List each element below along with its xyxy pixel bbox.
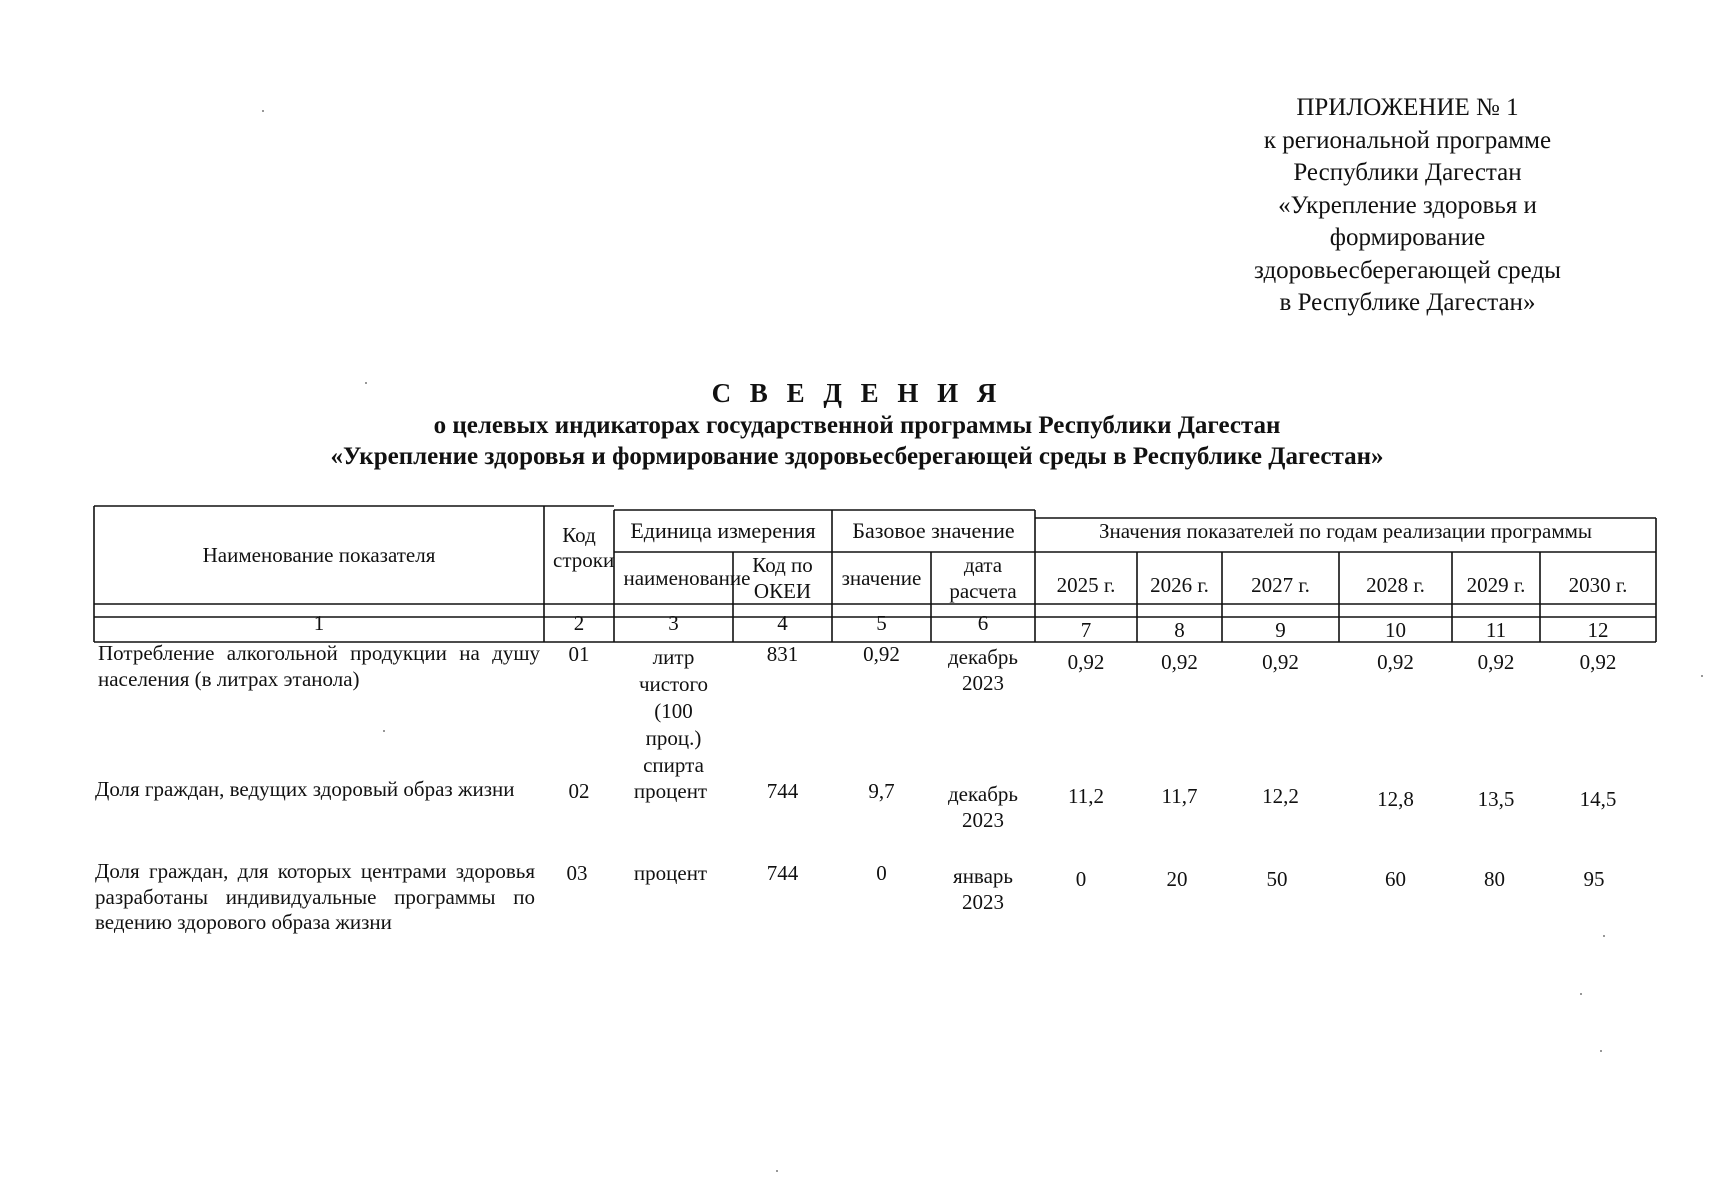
row-code: 03 (566, 861, 588, 885)
column-number: 7 (1080, 617, 1092, 642)
header-unit-okei (733, 552, 832, 604)
appendix-line: здоровьесберегающей среды (1254, 256, 1561, 284)
row-base-date-text: декабрь 2023 (948, 782, 1018, 832)
scan-speck (262, 110, 264, 112)
row-value-2027: 12,2 (1262, 784, 1299, 808)
header-year-2028: 2028 г. (1366, 572, 1425, 597)
row-unit (614, 644, 733, 779)
row-base-date (931, 781, 1035, 833)
document-title: С В Е Д Е Н И Я (711, 378, 1003, 408)
header-year-2030: 2030 г. (1568, 572, 1628, 597)
scan-speck (1603, 935, 1605, 937)
row-value-2028: 12,8 (1377, 787, 1414, 811)
column-number: 6 (977, 611, 989, 635)
scan-speck (1701, 675, 1703, 677)
column-number: 11 (1485, 617, 1507, 642)
header-unit-okei-text: Код по ОКЕИ (752, 553, 813, 603)
column-number: 8 (1174, 617, 1185, 642)
column-number: 9 (1275, 617, 1286, 642)
row-value-2029: 80 (1484, 867, 1505, 891)
row-value-2029: 0,92 (1477, 650, 1515, 674)
scan-speck (383, 730, 385, 732)
row-base-date (931, 644, 1035, 696)
row-code: 02 (568, 779, 590, 803)
header-year-2029: 2029 г. (1466, 572, 1526, 597)
row-value-2026: 11,7 (1161, 784, 1198, 808)
row-okei: 831 (766, 642, 799, 666)
row-okei: 744 (766, 861, 799, 885)
row-value-2029: 13,5 (1477, 787, 1515, 811)
header-year-2027: 2027 г. (1251, 572, 1310, 597)
appendix-line: в Республике Дагестан» (1279, 289, 1536, 316)
row-base-value: 0 (876, 861, 887, 885)
document-subtitle-line-1: о целевых индикаторах государственной программы Республики Дагестан (433, 412, 1281, 439)
row-base-date-text: декабрь 2023 (948, 645, 1018, 695)
column-number: 10 (1385, 617, 1406, 642)
row-value-2028: 0,92 (1377, 650, 1414, 674)
row-value-2030: 14,5 (1579, 787, 1617, 811)
header-base-group: Базовое значение (852, 518, 1015, 543)
header-unit-name (614, 552, 751, 604)
column-number: 5 (876, 611, 887, 635)
row-indicator-name: Доля граждан, ведущих здоровый образ жизни (95, 777, 515, 801)
appendix-line: к региональной программе (1263, 126, 1552, 154)
row-unit: процент (633, 779, 708, 803)
scan-speck (1580, 993, 1582, 995)
appendix-line: Республики Дагестан (1293, 159, 1522, 186)
row-base-date-text: январь 2023 (953, 864, 1013, 914)
column-number: 3 (668, 611, 679, 635)
appendix-title: ПРИЛОЖЕНИЕ № 1 (1296, 94, 1519, 121)
row-value-2026: 20 (1166, 867, 1188, 891)
row-value-2028: 60 (1385, 867, 1406, 891)
scan-speck (776, 1170, 778, 1172)
row-indicator-name: Потребление алкогольной продукции на душу населения (в литрах этанола) (98, 641, 540, 691)
header-code-text: Код строки (553, 523, 615, 572)
column-number: 4 (777, 611, 788, 635)
header-base-date (931, 552, 1035, 604)
header-year-2025: 2025 г. (1056, 572, 1116, 597)
header-base-value: значение (841, 566, 922, 590)
row-base-value: 9,7 (868, 779, 895, 803)
header-year-2026: 2026 г. (1150, 572, 1209, 597)
header-years-group: Значения показателей по годам реализации программы (1098, 519, 1593, 543)
header-name: Наименование показателя (202, 543, 436, 567)
appendix-header (1195, 92, 1620, 320)
column-number: 12 (1587, 617, 1609, 642)
appendix-line: формирование (1329, 224, 1486, 251)
header-base-date-text: дата расчета (949, 553, 1017, 603)
scan-speck (365, 382, 367, 384)
appendix-line: «Укрепление здоровья и (1278, 191, 1537, 219)
column-number: 1 (313, 611, 325, 635)
document-title-block (0, 376, 1714, 472)
header-unit-name-text: наименование (623, 566, 751, 590)
row-indicator-name: Доля граждан, для которых центрами здоровья разработаны индивидуальные программы по ведению здорового образа жизни (95, 859, 535, 934)
row-value-2027: 50 (1266, 867, 1288, 891)
row-unit-text: литр чистого (100 проц.) спирта (638, 645, 709, 777)
row-value-2025: 0,92 (1067, 650, 1105, 674)
row-value-2027: 0,92 (1262, 650, 1299, 674)
scan-speck (1600, 1050, 1602, 1052)
row-base-value: 0,92 (863, 642, 900, 666)
row-code: 01 (568, 642, 590, 666)
row-value-2025: 11,2 (1068, 784, 1104, 808)
row-base-date (931, 863, 1035, 915)
row-value-2030: 95 (1583, 867, 1605, 891)
header-code (544, 508, 614, 588)
column-number: 2 (573, 611, 585, 635)
row-unit: процент (633, 861, 708, 885)
row-okei: 744 (766, 779, 799, 803)
row-value-2030: 0,92 (1579, 650, 1617, 674)
row-value-2025: 0 (1075, 867, 1087, 891)
row-value-2026: 0,92 (1161, 650, 1198, 674)
header-unit-group: Единица измерения (630, 518, 816, 543)
document-subtitle-line-2: «Укрепление здоровья и формирование здоровьесберегающей среды в Республике Дагестан» (330, 443, 1384, 470)
